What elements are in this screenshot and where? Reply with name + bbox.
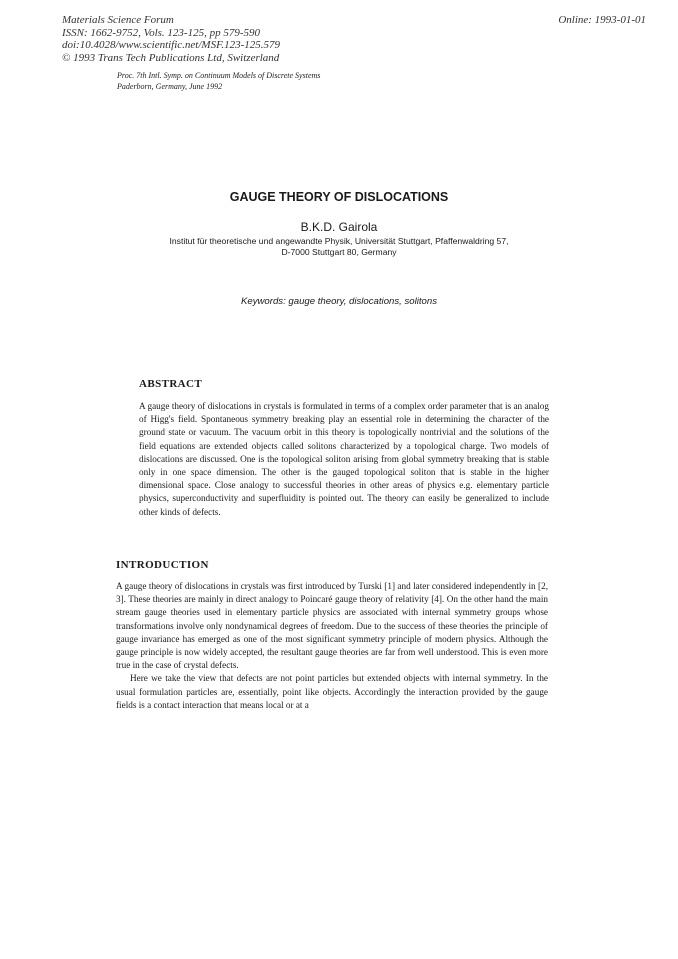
abstract-heading: ABSTRACT	[139, 378, 203, 390]
introduction-paragraph-1: A gauge theory of dislocations in crystals was first introduced by Turski [1] and later considered independently in [2, 3]. These theories are mainly in direct analogy to Poincaré gauge theory of relativity [4]. On the other hand the main stream gauge theories used in elementary particle physics are associated with internal symmetry groups whose transformations involve only nondynamical degrees of freedom. Due to the success of these theories the principle of gauge invariance has emerged as one of the most significant symmetry principle of modern physics. Although the gauge principle is now widely accepted, the resultant gauge theories are far from well understood. This is even more true in the case of crystal defects.	[116, 581, 548, 671]
issn-line: ISSN: 1662-9752, Vols. 123-125, pp 579-590	[62, 26, 260, 39]
author-affiliation	[0, 236, 678, 258]
introduction-heading: INTRODUCTION	[116, 559, 209, 571]
doi-line: doi:10.4028/www.scientific.net/MSF.123-125.579	[62, 39, 281, 51]
journal-name: Materials Science Forum	[62, 14, 174, 26]
online-date: Online: 1993-01-01	[558, 14, 646, 26]
introduction-paragraph-2: Here we take the view that defects are not point particles but extended objects with internal symmetry. In the usual formulation particles are, essentially, point like objects. Accordingly the interaction provided by the gauge fields is a contact interaction that means local or at a	[116, 673, 548, 710]
paper-author: B.K.D. Gairola	[300, 220, 378, 234]
paper-title: GAUGE THEORY OF DISLOCATIONS	[229, 190, 449, 204]
introduction-body	[116, 580, 548, 712]
proceedings-line-2: Paderborn, Germany, June 1992	[117, 82, 223, 91]
affiliation-line-1: Institut für theoretische und angewandte Physik, Universität Stuttgart, Pfaffenwaldring 57,	[169, 236, 509, 246]
journal-header	[62, 14, 280, 64]
proceedings-note	[117, 70, 320, 92]
affiliation-line-2: D-7000 Stuttgart 80, Germany	[281, 247, 397, 257]
abstract-text: A gauge theory of dislocations in crystals is formulated in terms of a complex order parameter that is an analog of Higg's field. Spontaneous symmetry breaking play an essential role in determining the character of the ground state or vacuum. The vacuum orbit in this theory is topologically nontrivial and the solutions of the field equations are extended objects called solitons characterized by a topological charge. Two models of dislocations are discussed. One is the topological soliton arising from global symmetry breaking that is stable only in one space dimension. The other is the gauged topological soliton that is stable in the higher dimensional space. Close analogy to successful theories in other areas of physics e.g. elementary particle physics, superconductivity and superfluidity is pointed out. The theory can easily be generalized to include other kinds of defects.	[139, 401, 549, 517]
keywords: Keywords: gauge theory, dislocations, solitons	[240, 296, 438, 307]
copyright-line: © 1993 Trans Tech Publications Ltd, Switzerland	[62, 51, 280, 64]
proceedings-line-1: Proc. 7th Intl. Symp. on Continuum Models of Discrete Systems	[117, 71, 321, 80]
